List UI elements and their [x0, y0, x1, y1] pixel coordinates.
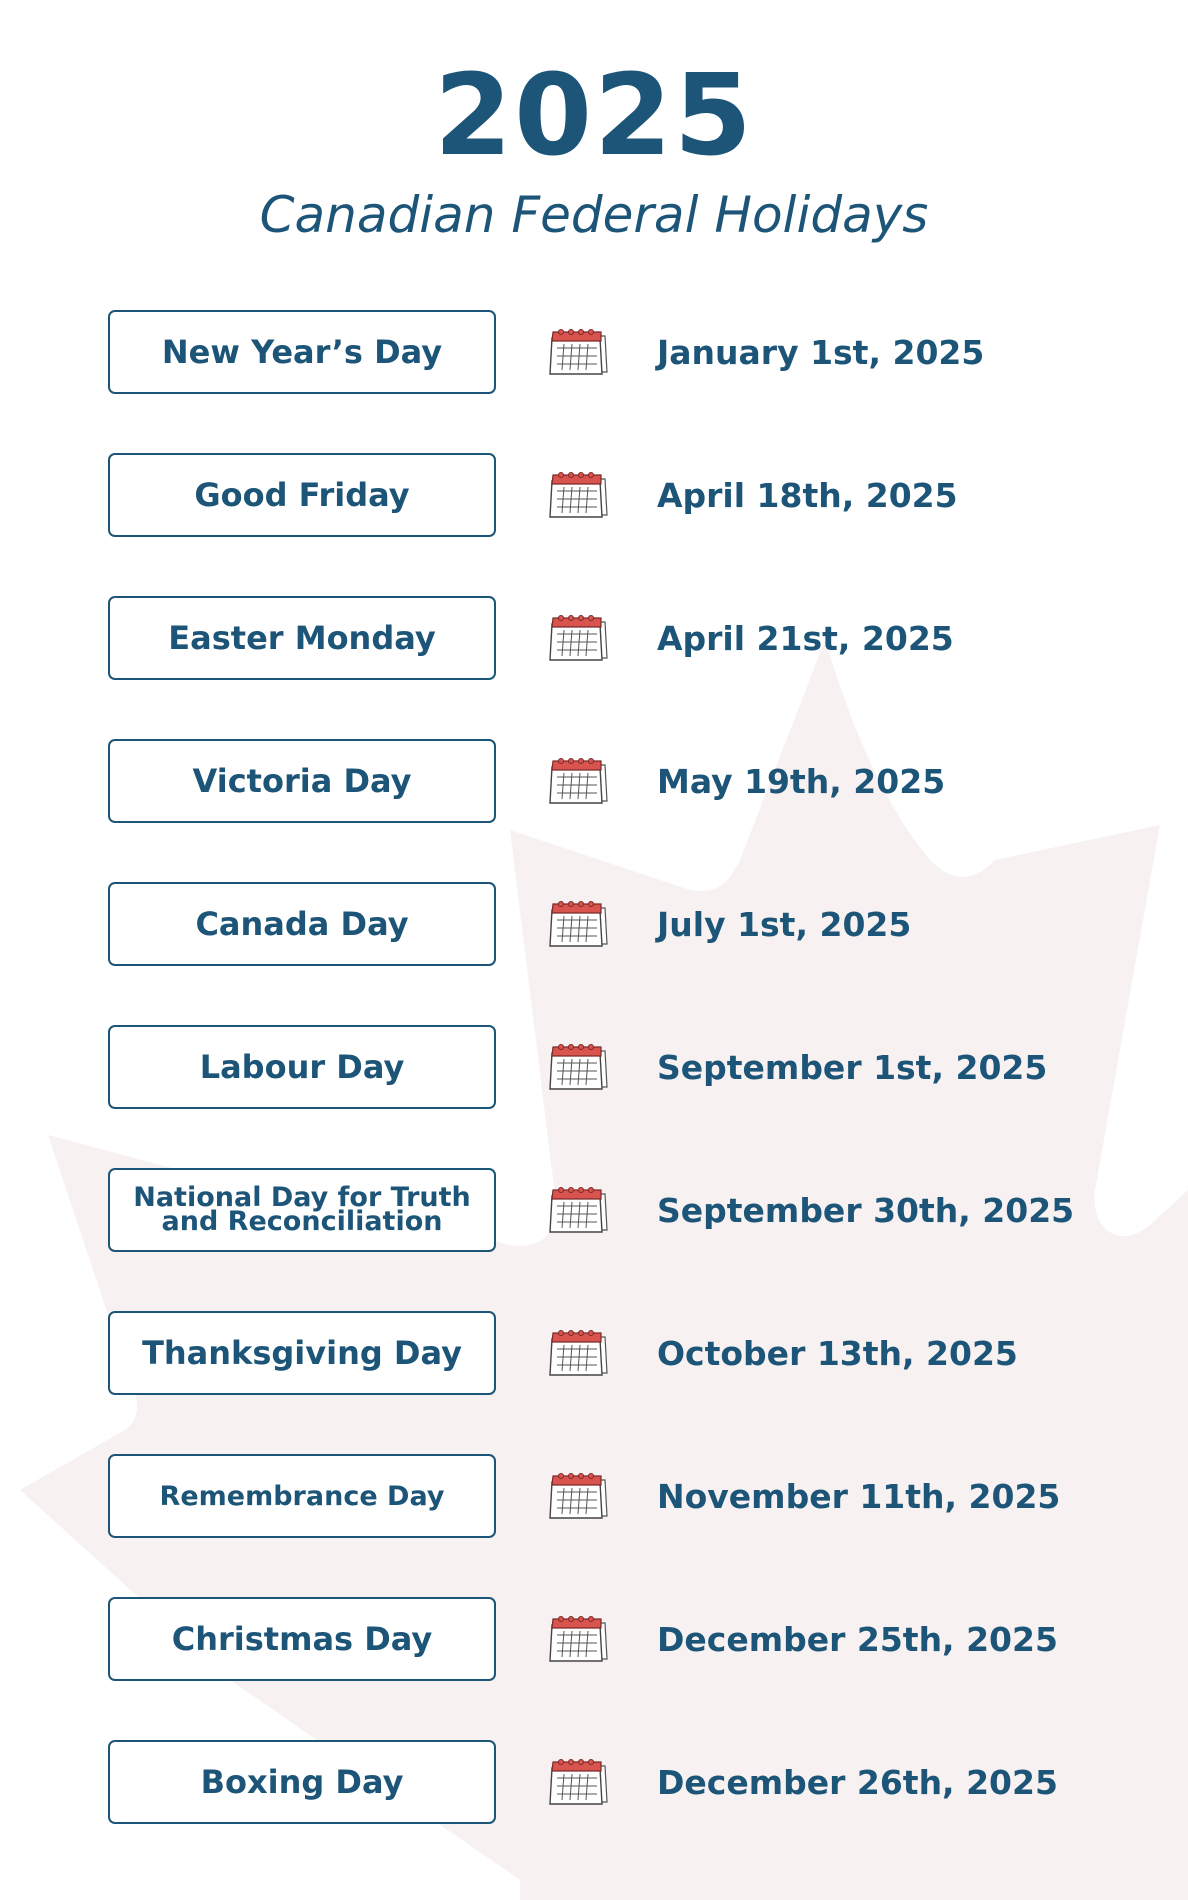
holiday-name: New Year’s Day: [161, 333, 443, 371]
holiday-name-box: [108, 596, 496, 680]
calendar-icon: [547, 1613, 611, 1663]
calendar-icon: [547, 1184, 611, 1234]
holiday-date: November 11th, 2025: [657, 1476, 1061, 1516]
holiday-name: Easter Monday: [168, 619, 436, 657]
holiday-name: Victoria Day: [192, 762, 412, 800]
holiday-name-box: [108, 739, 496, 823]
calendar-icon: [547, 1041, 611, 1091]
holiday-name-box: [108, 1597, 496, 1681]
holiday-row: [0, 1311, 1188, 1395]
holiday-name-box: [108, 1168, 496, 1252]
holiday-name-box: [108, 1454, 496, 1538]
holiday-name-box: [108, 1740, 496, 1824]
holiday-name: Boxing Day: [200, 1763, 404, 1801]
holiday-name: Canada Day: [195, 905, 409, 943]
holiday-name: Good Friday: [194, 476, 410, 514]
calendar-icon: [547, 612, 611, 662]
holiday-date: September 1st, 2025: [657, 1047, 1048, 1087]
holiday-name-box: [108, 882, 496, 966]
calendar-icon: [547, 326, 611, 376]
holiday-row: [0, 739, 1188, 823]
holiday-row: [0, 1740, 1188, 1824]
holiday-row: [0, 1597, 1188, 1681]
holiday-row: [0, 453, 1188, 537]
holiday-name-box: [108, 453, 496, 537]
page-subtitle: Canadian Federal Holidays: [259, 186, 929, 244]
holiday-date: May 19th, 2025: [657, 761, 946, 801]
holiday-date: December 25th, 2025: [657, 1619, 1058, 1659]
holiday-date: December 26th, 2025: [657, 1762, 1058, 1802]
holiday-date: January 1st, 2025: [657, 332, 985, 372]
holiday-name-box: [108, 1025, 496, 1109]
calendar-icon: [547, 898, 611, 948]
holiday-name-box: [108, 1311, 496, 1395]
page-title: 2025: [434, 51, 754, 181]
holiday-row: [0, 882, 1188, 966]
holiday-date: July 1st, 2025: [657, 904, 912, 944]
holiday-row: [0, 1454, 1188, 1538]
holiday-row: [0, 1025, 1188, 1109]
holiday-date: September 30th, 2025: [657, 1190, 1075, 1230]
holiday-name: Remembrance Day: [159, 1480, 445, 1512]
holiday-name: National Day for Truth and Reconciliation: [133, 1181, 471, 1237]
holiday-date: April 18th, 2025: [657, 475, 958, 515]
holiday-date: October 13th, 2025: [657, 1333, 1018, 1373]
calendar-icon: [547, 469, 611, 519]
holiday-row: [0, 310, 1188, 394]
holiday-name: Christmas Day: [171, 1620, 433, 1658]
holiday-row: [0, 596, 1188, 680]
holiday-name: Thanksgiving Day: [142, 1334, 462, 1372]
holiday-date: April 21st, 2025: [657, 618, 954, 658]
calendar-icon: [547, 1327, 611, 1377]
holiday-row: [0, 1168, 1188, 1252]
holiday-name: Labour Day: [199, 1048, 405, 1086]
calendar-icon: [547, 1470, 611, 1520]
calendar-icon: [547, 1756, 611, 1806]
calendar-icon: [547, 755, 611, 805]
holiday-name-box: [108, 310, 496, 394]
